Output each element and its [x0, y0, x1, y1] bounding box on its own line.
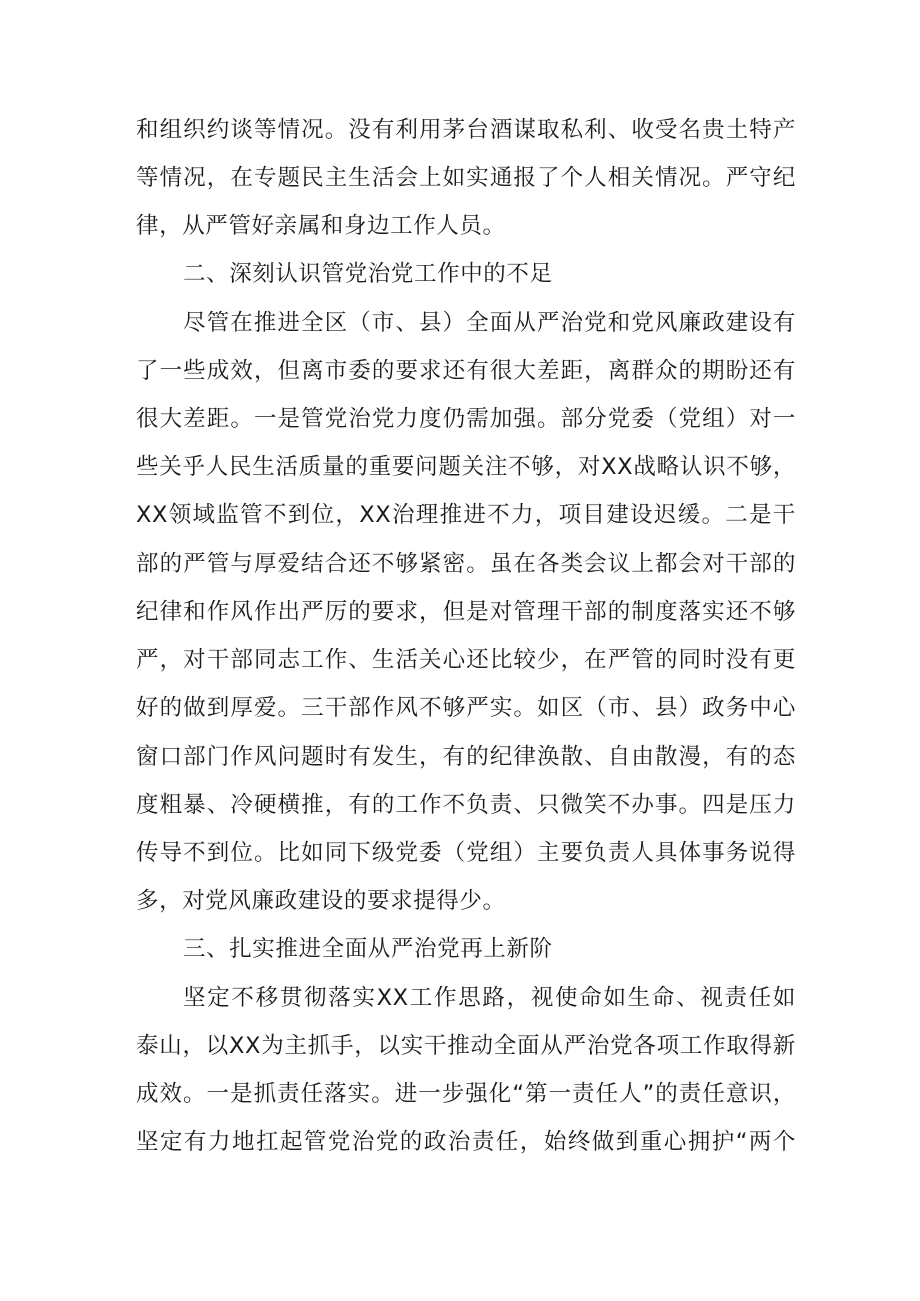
body-text-line: 律，从严管好亲属和身边工作人员。	[136, 213, 506, 239]
body-text-line: 很大差距。一是管党治党力度仍需加强。部分党委（党组）对一	[136, 406, 796, 432]
body-text-line: 传导不到位。比如同下级党委（党组）主要负责人具体事务说得	[136, 840, 796, 866]
body-text-line: 和组织约谈等情况。没有利用茅台酒谋取私利、收受名贵土特产	[136, 117, 796, 143]
body-text-line: 等情况，在专题民主生活会上如实通报了个人相关情况。严守纪	[136, 165, 796, 191]
body-text-line: 坚定有力地扛起管党治党的政治责任，始终做到重心拥护“两个	[136, 1129, 796, 1155]
body-text-line: 严，对干部同志工作、生活关心还比较少，在严管的同时没有更	[136, 647, 796, 673]
body-text-line: 些关乎人民生活质量的重要问题关注不够，对XX战略认识不够，	[136, 454, 796, 480]
body-text-line: 泰山，以XX为主抓手，以实干推动全面从严治党各项工作取得新	[136, 1033, 796, 1059]
body-text-line: 窗口部门作风问题时有发生，有的纪律涣散、自由散漫，有的态	[136, 744, 796, 770]
body-text-line: 成效。一是抓责任落实。进一步强化“第一责任人”的责任意识，	[136, 1081, 796, 1107]
body-text-line: 好的做到厚爱。三干部作风不够严实。如区（市、县）政务中心	[136, 695, 796, 721]
body-text-line: 纪律和作风作出严厉的要求，但是对管理干部的制度落实还不够	[136, 599, 796, 625]
section-heading-3: 三、扎实推进全面从严治党再上新阶	[183, 936, 553, 962]
body-text-line: 了一些成效，但离市委的要求还有很大差距，离群众的期盼还有	[136, 358, 796, 384]
body-text-line: 尽管在推进全区（市、县）全面从严治党和党风廉政建设有	[183, 310, 796, 336]
body-text-line: 坚定不移贯彻落实XX工作思路，视使命如生命、视责任如	[183, 985, 796, 1011]
body-text-line: 多，对党风廉政建设的要求提得少。	[136, 888, 506, 914]
body-text-line: 部的严管与厚爱结合还不够紧密。虽在各类会议上都会对干部的	[136, 551, 796, 577]
body-text-line: XX领域监管不到位，XX治理推进不力，项目建设迟缓。二是干	[136, 502, 796, 528]
section-heading-2: 二、深刻认识管党治党工作中的不足	[183, 261, 553, 287]
body-text-line: 度粗暴、冷硬横推，有的工作不负责、只微笑不办事。四是压力	[136, 792, 796, 818]
